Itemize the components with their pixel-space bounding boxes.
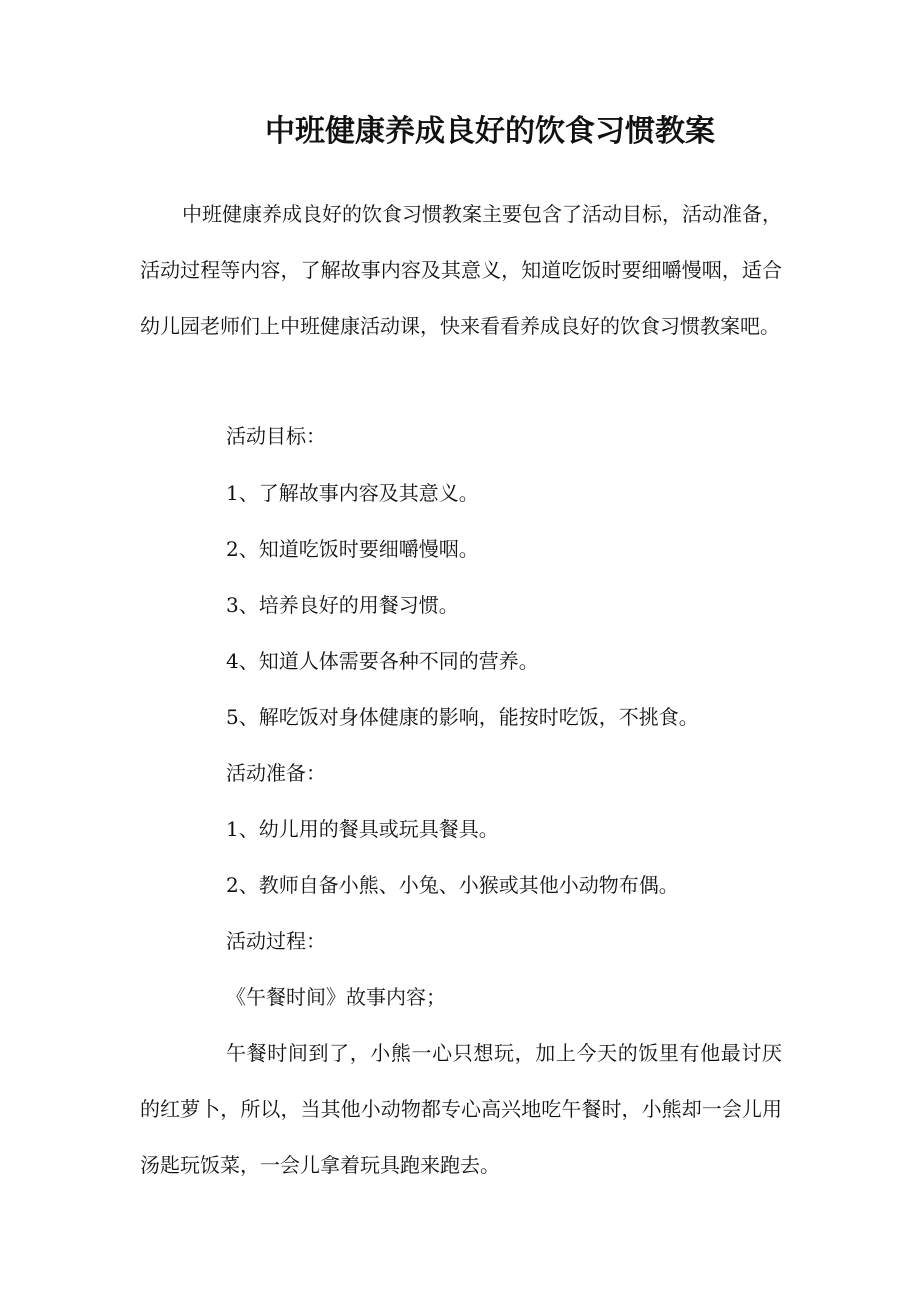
prep-heading: 活动准备： <box>226 761 326 785</box>
goal-item-2: 2、知道吃饭时要细嚼慢咽。 <box>226 537 479 561</box>
process-heading: 活动过程： <box>226 929 326 953</box>
goals-heading: 活动目标： <box>226 424 326 448</box>
document-title: 中班健康养成良好的饮食习惯教案 <box>265 114 715 149</box>
goal-item-3: 3、培养良好的用餐习惯。 <box>226 593 459 617</box>
goal-item-5: 5、解吃饭对身体健康的影响，能按时吃饭，不挑食。 <box>226 705 699 729</box>
intro-paragraph: 中班健康养成良好的饮食习惯教案主要包含了活动目标，活动准备，活动过程等内容，了解故事内容及其意义，知道吃饭时要细嚼慢咽，适合幼儿园老师们上中班健康活动课，快来看看养成良好的饮食习惯教案吧。 <box>140 202 782 338</box>
prep-item-2: 2、教师自备小熊、小兔、小猴或其他小动物布偶。 <box>226 873 679 897</box>
goal-item-4: 4、知道人体需要各种不同的营养。 <box>226 649 539 673</box>
goal-item-1: 1、了解故事内容及其意义。 <box>226 481 479 505</box>
story-paragraph: 午餐时间到了，小熊一心只想玩，加上今天的饭里有他最讨厌的红萝卜，所以，当其他小动物都专心高兴地吃午餐时，小熊却一会儿用汤匙玩饭菜，一会儿拿着玩具跑来跑去。 <box>140 1041 782 1177</box>
prep-item-1: 1、幼儿用的餐具或玩具餐具。 <box>226 817 499 841</box>
story-heading: 《午餐时间》故事内容； <box>226 985 446 1009</box>
